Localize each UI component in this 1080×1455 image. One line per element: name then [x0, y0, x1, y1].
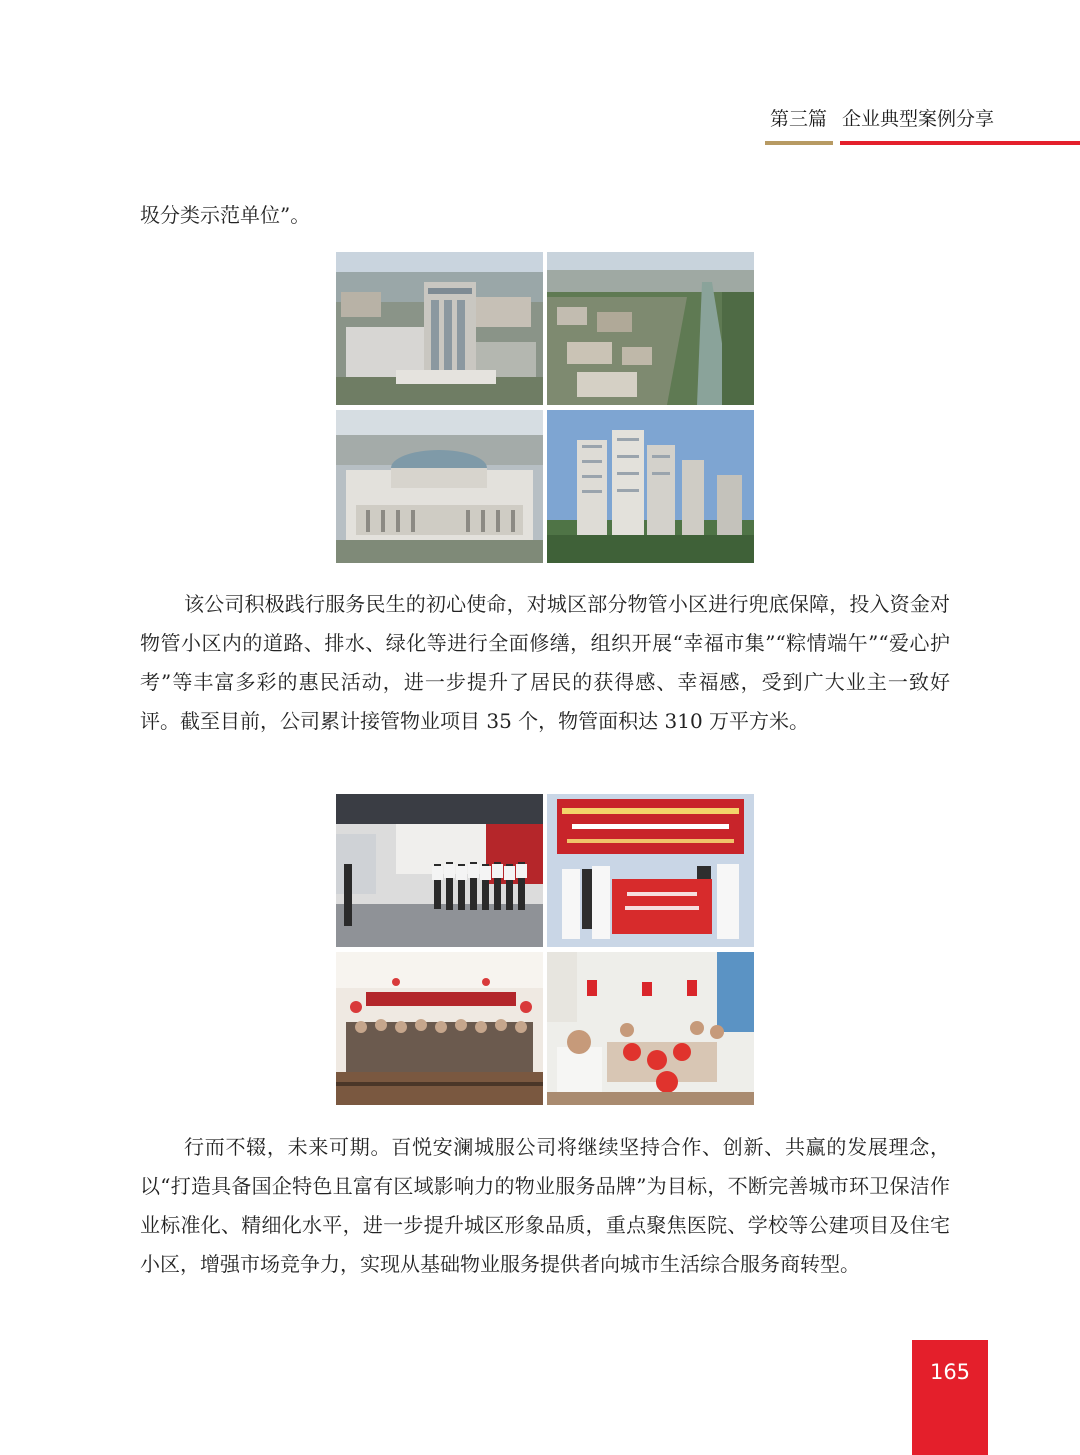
chapter-title: 企业典型案例分享: [842, 108, 995, 130]
paragraph-future: 行而不辍，未来可期。百悦安澜城服公司将继续坚持合作、创新、共赢的发展理念，以“打造具备国企特色且富有区域影响力的物业服务品牌”为目标，不断完善城市环卫保洁作业标准化、精细化水平，进一步提升城区形象品质，重点聚焦医院、学校等公建项目及住宅小区，增强市场竞争力，实现从基础物业服务提供者向城市生活综合服务商转型。: [140, 1135, 950, 1276]
photo-hospital-building: [336, 410, 543, 563]
header-rule-red: [840, 141, 1080, 145]
photo-aerial-tower: [336, 252, 543, 405]
photo-staff-exhibition: [336, 794, 543, 947]
photo-health-service-event: [547, 794, 754, 947]
header-rule-gold: [765, 141, 833, 145]
paragraph-services: 该公司积极践行服务民生的初心使命，对城区部分物管小区进行兜底保障，投入资金对物管小区内的道路、排水、绿化等进行全面修缮，组织开展“幸福市集”“粽情端午”“爱心护考”等丰富多彩的惠民活动，进一步提升了居民的获得感、幸福感，受到广大业主一致好评。截至目前，公司累计接管物业项目 35 个，物管面积达 310 万平方米。: [140, 592, 950, 733]
chapter-section: 第三篇: [770, 108, 828, 130]
photo-children-lanterns: [547, 952, 754, 1105]
photo-residential-towers: [547, 410, 754, 563]
photo-grid-buildings: [336, 252, 754, 563]
photo-grid-activities: [336, 794, 754, 1105]
photo-community-gathering: [336, 952, 543, 1105]
paragraph-continued: 圾分类示范单位”。: [140, 203, 311, 227]
page-number-tab: [912, 1340, 988, 1455]
page-number: 165: [929, 1360, 971, 1384]
photo-aerial-canal: [547, 252, 754, 405]
chapter-header: [765, 104, 1080, 146]
